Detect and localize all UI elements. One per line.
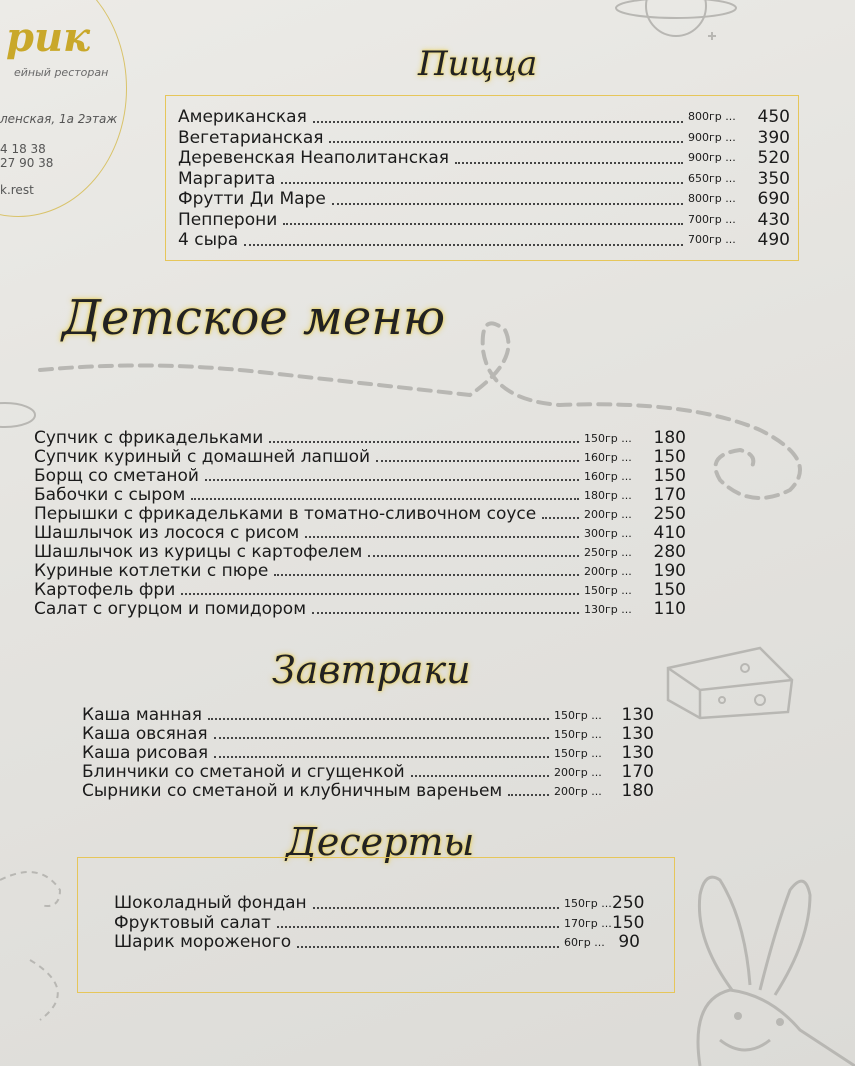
menu-item-weight: 800гр ... bbox=[688, 192, 736, 205]
dot-leader bbox=[297, 945, 559, 948]
menu-item-row bbox=[82, 782, 654, 801]
dot-leader bbox=[313, 120, 683, 123]
menu-item-row bbox=[34, 562, 686, 581]
menu-item-row bbox=[34, 486, 686, 505]
menu-item-name: Салат с огурцом и помидором bbox=[34, 599, 307, 619]
menu-item-price: 410 bbox=[653, 523, 686, 543]
menu-item-price: 430 bbox=[757, 209, 790, 230]
dot-leader bbox=[281, 181, 683, 184]
dot-leader bbox=[283, 222, 683, 225]
dot-leader bbox=[542, 516, 579, 519]
cheese-icon bbox=[668, 648, 792, 718]
dot-leader bbox=[305, 535, 579, 538]
menu-item-price: 180 bbox=[621, 781, 654, 801]
menu-item-row bbox=[178, 128, 790, 149]
menu-item-weight: 200гр ... bbox=[584, 565, 632, 578]
menu-item-price: 150 bbox=[653, 466, 686, 486]
dot-leader bbox=[376, 459, 579, 462]
menu-item-row bbox=[114, 912, 645, 934]
menu-item-row bbox=[34, 581, 686, 600]
menu-item-weight: 150гр ... bbox=[554, 747, 602, 760]
dot-leader bbox=[269, 440, 579, 443]
menu-item-weight: 130гр ... bbox=[584, 603, 632, 616]
menu-item-price: 150 bbox=[653, 447, 686, 467]
logo-website: k.rest bbox=[0, 183, 34, 197]
menu-item-row bbox=[34, 505, 686, 524]
dot-leader bbox=[274, 573, 579, 576]
menu-item-price: 180 bbox=[653, 428, 686, 448]
menu-item-weight: 160гр ... bbox=[584, 470, 632, 483]
menu-item-name: Блинчики со сметаной и сгущенкой bbox=[82, 762, 405, 782]
menu-item-weight: 150гр ... bbox=[554, 709, 602, 722]
menu-item-weight: 700гр ... bbox=[688, 233, 736, 246]
menu-item-row bbox=[34, 467, 686, 486]
dot-leader bbox=[214, 755, 549, 758]
menu-item-row bbox=[34, 448, 686, 467]
menu-item-name: Каша манная bbox=[82, 705, 202, 725]
menu-item-price: 130 bbox=[621, 743, 654, 763]
menu-item-price: 250 bbox=[653, 504, 686, 524]
menu-item-price: 390 bbox=[757, 127, 790, 148]
dot-leader bbox=[313, 906, 559, 909]
menu-item-price: 490 bbox=[757, 230, 790, 250]
menu-item-row bbox=[178, 148, 790, 169]
menu-item-weight: 250гр ... bbox=[584, 546, 632, 559]
menu-item-weight: 200гр ... bbox=[554, 766, 602, 779]
logo-name: рик bbox=[6, 14, 91, 61]
menu-item-weight: 160гр ... bbox=[584, 451, 632, 464]
logo-address: ленская, 1а 2этаж bbox=[0, 112, 118, 126]
menu-item-price: 110 bbox=[653, 599, 686, 619]
menu-item-weight: 180гр ... bbox=[584, 489, 632, 502]
menu-item-name: Супчик с фрикадельками bbox=[34, 428, 264, 448]
menu-item-name: 4 сыра bbox=[178, 230, 239, 250]
menu-item-name: Шарик мороженого bbox=[114, 932, 292, 952]
menu-item-price: 130 bbox=[621, 705, 654, 725]
menu-item-name: Фрутти Ди Маре bbox=[178, 189, 326, 209]
menu-item-price: 520 bbox=[757, 148, 790, 168]
menu-item-price: 170 bbox=[653, 485, 686, 505]
logo-subtitle: ейный ресторан bbox=[14, 66, 109, 79]
menu-item-weight: 900гр ... bbox=[688, 151, 736, 164]
desserts-title: Десерты bbox=[286, 820, 475, 864]
breakfast-title: Завтраки bbox=[272, 648, 471, 692]
menu-item-row bbox=[178, 169, 790, 190]
dot-leader bbox=[368, 554, 579, 557]
menu-item-name: Супчик куриный с домашней лапшой bbox=[34, 447, 371, 467]
dot-leader bbox=[332, 202, 683, 205]
menu-item-price: 150 bbox=[612, 912, 645, 933]
menu-item-weight: 900гр ... bbox=[688, 130, 736, 144]
menu-item-name: Перышки с фрикадельками в томатно-сливочном соусе bbox=[34, 504, 537, 524]
logo-phone-1: 4 18 38 bbox=[0, 142, 46, 156]
menu-item-name: Деревенская Неаполитанская bbox=[178, 148, 450, 168]
menu-item-name: Шашлычок из лосося с рисом bbox=[34, 523, 300, 543]
menu-item-row bbox=[178, 210, 790, 231]
menu-item-price: 280 bbox=[653, 542, 686, 562]
dot-leader bbox=[508, 793, 549, 796]
menu-item-name: Картофель фри bbox=[34, 580, 176, 600]
kids-list bbox=[34, 429, 686, 619]
menu-item-name: Американская bbox=[178, 107, 307, 127]
menu-item-row bbox=[34, 429, 686, 448]
menu-item-weight: 650гр ... bbox=[688, 171, 736, 185]
menu-item-name: Фруктовый салат bbox=[114, 912, 271, 933]
menu-item-name: Бабочки с сыром bbox=[34, 485, 186, 505]
dot-leader bbox=[205, 478, 579, 481]
menu-item-row bbox=[178, 107, 790, 128]
dot-leader bbox=[181, 592, 579, 595]
menu-item-name: Куриные котлетки с пюре bbox=[34, 561, 269, 581]
menu-item-price: 690 bbox=[757, 189, 790, 209]
menu-item-name: Шоколадный фондан bbox=[114, 893, 307, 913]
menu-item-name: Борщ со сметаной bbox=[34, 466, 199, 486]
menu-item-weight: 200гр ... bbox=[584, 508, 632, 521]
menu-item-row bbox=[34, 600, 686, 619]
menu-item-price: 190 bbox=[653, 561, 686, 581]
menu-item-name: Пепперони bbox=[178, 209, 278, 230]
menu-item-row bbox=[34, 543, 686, 562]
menu-item-row bbox=[178, 189, 790, 210]
menu-item-weight: 300гр ... bbox=[584, 527, 632, 540]
menu-item-weight: 150гр ... bbox=[584, 432, 632, 445]
dot-leader bbox=[191, 497, 579, 500]
menu-item-price: 250 bbox=[612, 893, 645, 913]
menu-item-name: Маргарита bbox=[178, 168, 276, 189]
menu-item-weight: 200гр ... bbox=[554, 785, 602, 798]
dot-leader bbox=[329, 140, 683, 143]
dot-leader bbox=[277, 925, 559, 928]
pizza-list bbox=[178, 107, 790, 251]
menu-item-name: Сырники со сметаной и клубничным вареньем bbox=[82, 781, 503, 801]
menu-item-row bbox=[82, 763, 654, 782]
menu-item-row bbox=[34, 524, 686, 543]
logo-phone-2: 27 90 38 bbox=[0, 156, 54, 170]
dot-leader bbox=[244, 243, 683, 246]
menu-item-weight: 800гр ... bbox=[688, 110, 736, 123]
menu-item-weight: 700гр ... bbox=[688, 212, 736, 226]
kids-title: Детское меню bbox=[62, 290, 446, 346]
menu-item-price: 450 bbox=[757, 107, 790, 127]
menu-item-weight: 150гр ... bbox=[564, 897, 612, 910]
menu-item-price: 150 bbox=[653, 580, 686, 600]
menu-item-weight: 150гр ... bbox=[584, 584, 632, 597]
menu-item-name: Каша овсяная bbox=[82, 724, 208, 744]
menu-item-row bbox=[114, 933, 640, 953]
menu-item-row bbox=[82, 725, 654, 744]
menu-item-weight: 170гр ... bbox=[564, 916, 612, 930]
dot-leader bbox=[214, 736, 549, 739]
menu-item-name: Каша рисовая bbox=[82, 743, 209, 763]
menu-item-row bbox=[82, 744, 654, 763]
dot-leader bbox=[312, 611, 579, 614]
menu-item-row bbox=[82, 706, 654, 725]
menu-item-weight: 60гр ... bbox=[564, 936, 605, 949]
menu-item-price: 170 bbox=[621, 762, 654, 782]
dot-leader bbox=[455, 161, 683, 164]
menu-item-row bbox=[114, 893, 645, 914]
menu-item-weight: 150гр ... bbox=[554, 728, 602, 741]
menu-item-price: 90 bbox=[618, 932, 640, 952]
star-icon bbox=[708, 32, 716, 40]
menu-item-price: 350 bbox=[757, 168, 790, 189]
dot-leader bbox=[411, 774, 549, 777]
pizza-title: Пицца bbox=[418, 44, 538, 84]
bunny-icon bbox=[698, 990, 855, 1066]
desserts-list bbox=[114, 893, 645, 953]
breakfast-list bbox=[82, 706, 654, 801]
dot-leader bbox=[208, 717, 549, 720]
menu-item-name: Вегетарианская bbox=[178, 127, 324, 148]
menu-item-price: 130 bbox=[621, 724, 654, 744]
menu-item-name: Шашлычок из курицы с картофелем bbox=[34, 542, 363, 562]
menu-item-row bbox=[178, 230, 790, 251]
